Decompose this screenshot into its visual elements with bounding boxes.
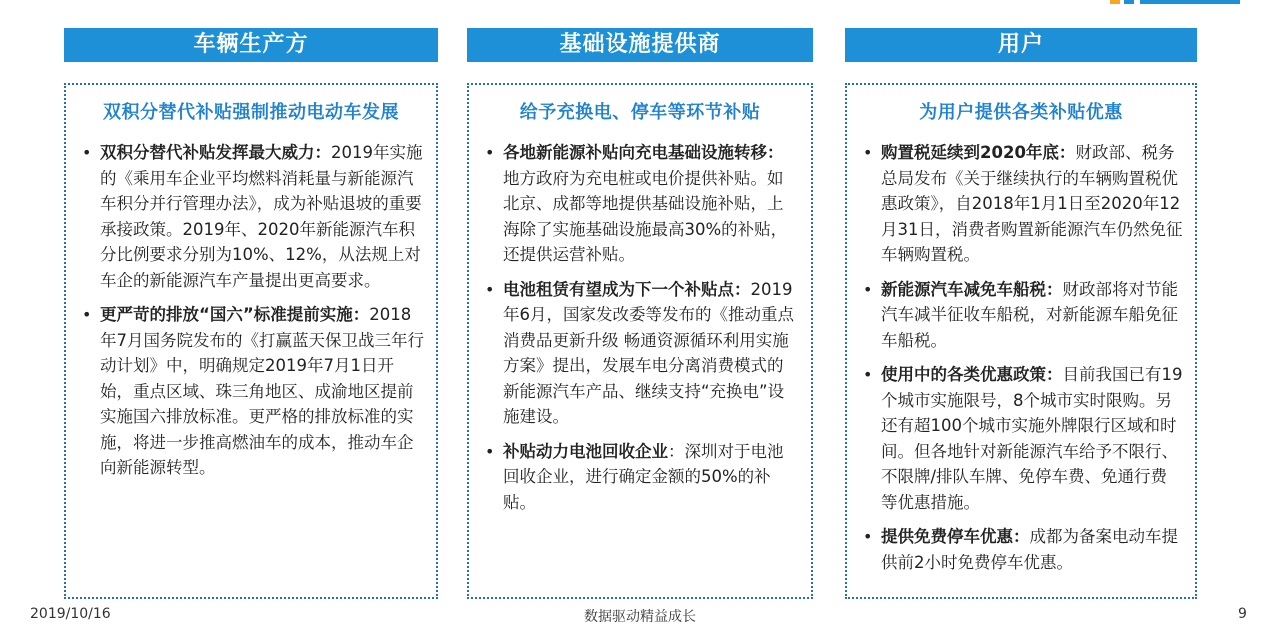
list-item: • 各地新能源补贴向充电基础设施转移：地方政府为充电桩或电价提供补贴。如北京、成都等地提供基础设施补贴，上海除了实施基础设施最高30%的补贴，还提供运营补贴。: [481, 140, 799, 268]
footer-date: 2019/10/16: [30, 606, 111, 622]
column-title: 双积分替代补贴强制推动电动车发展: [103, 102, 399, 123]
column-header-producer: 车辆生产方: [64, 28, 438, 62]
column-title: 为用户提供各类补贴优惠: [919, 102, 1123, 123]
bullet-list: [481, 140, 799, 515]
list-item: • 双积分替代补贴发挥最大威力：2019年实施的《乘用车企业平均燃料消耗量与新能源汽车积分并行管理办法》，成为补贴退坡的重要承接政策。2019年、2020年新能源汽车积分比例要求分别为10%、12%，从法规上对车企的新能源汽车产量提出更高要求。: [78, 140, 424, 293]
list-item: • 购置税延续到2020年底：财政部、税务总局发布《关于继续执行的车辆购置税优惠政策》，自2018年1月1日至2020年12月31日，消费者购置新能源汽车仍然免征车辆购置税。: [859, 140, 1183, 268]
list-item: • 补贴动力电池回收企业：深圳对于电池回收企业，进行确定金额的50%的补贴。: [481, 439, 799, 516]
list-item: • 电池租赁有望成为下一个补贴点：2019年6月，国家发改委等发布的《推动重点消费品更新升级 畅通资源循环利用实施方案》提出，发展车电分离消费模式的新能源汽车产品、继续支持“充换电”设施建设。: [481, 277, 799, 430]
page-number: 9: [1238, 606, 1247, 622]
bullet-list: [859, 140, 1183, 575]
column-box-user: [845, 83, 1197, 599]
footer-slogan: 数据驱动精益成长: [584, 609, 696, 625]
list-item: • 新能源汽车减免车船税：财政部将对节能汽车减半征收车船税，对新能源车船免征车船税。: [859, 277, 1183, 354]
list-item: • 更严苛的排放“国六”标准提前实施：2018年7月国务院发布的《打赢蓝天保卫战三年行动计划》中，明确规定2019年7月1日开始，重点区域、珠三角地区、成渝地区提前实施国六排放标准。更严格的排放标准的实施，将进一步推高燃油车的成本，推动车企向新能源转型。: [78, 302, 424, 481]
list-item: • 使用中的各类优惠政策：目前我国已有19个城市实施限号，8个城市实时限购。另还有超100个城市实施外牌限行区域和时间。但各地针对新能源汽车给予不限行、不限牌/排队车牌、免停车费、免通行费等优惠措施。: [859, 362, 1183, 515]
column-title: 给予充换电、停车等环节补贴: [519, 102, 761, 123]
bullet-list: [78, 140, 424, 481]
column-header-user: 用户: [845, 28, 1197, 62]
column-box-producer: [64, 83, 438, 599]
top-logo-decoration: [1110, 0, 1240, 4]
list-item: • 提供免费停车优惠：成都为备案电动车提供前2小时免费停车优惠。: [859, 524, 1183, 575]
column-header-infrastructure: 基础设施提供商: [467, 28, 813, 62]
column-box-infrastructure: [467, 83, 813, 599]
